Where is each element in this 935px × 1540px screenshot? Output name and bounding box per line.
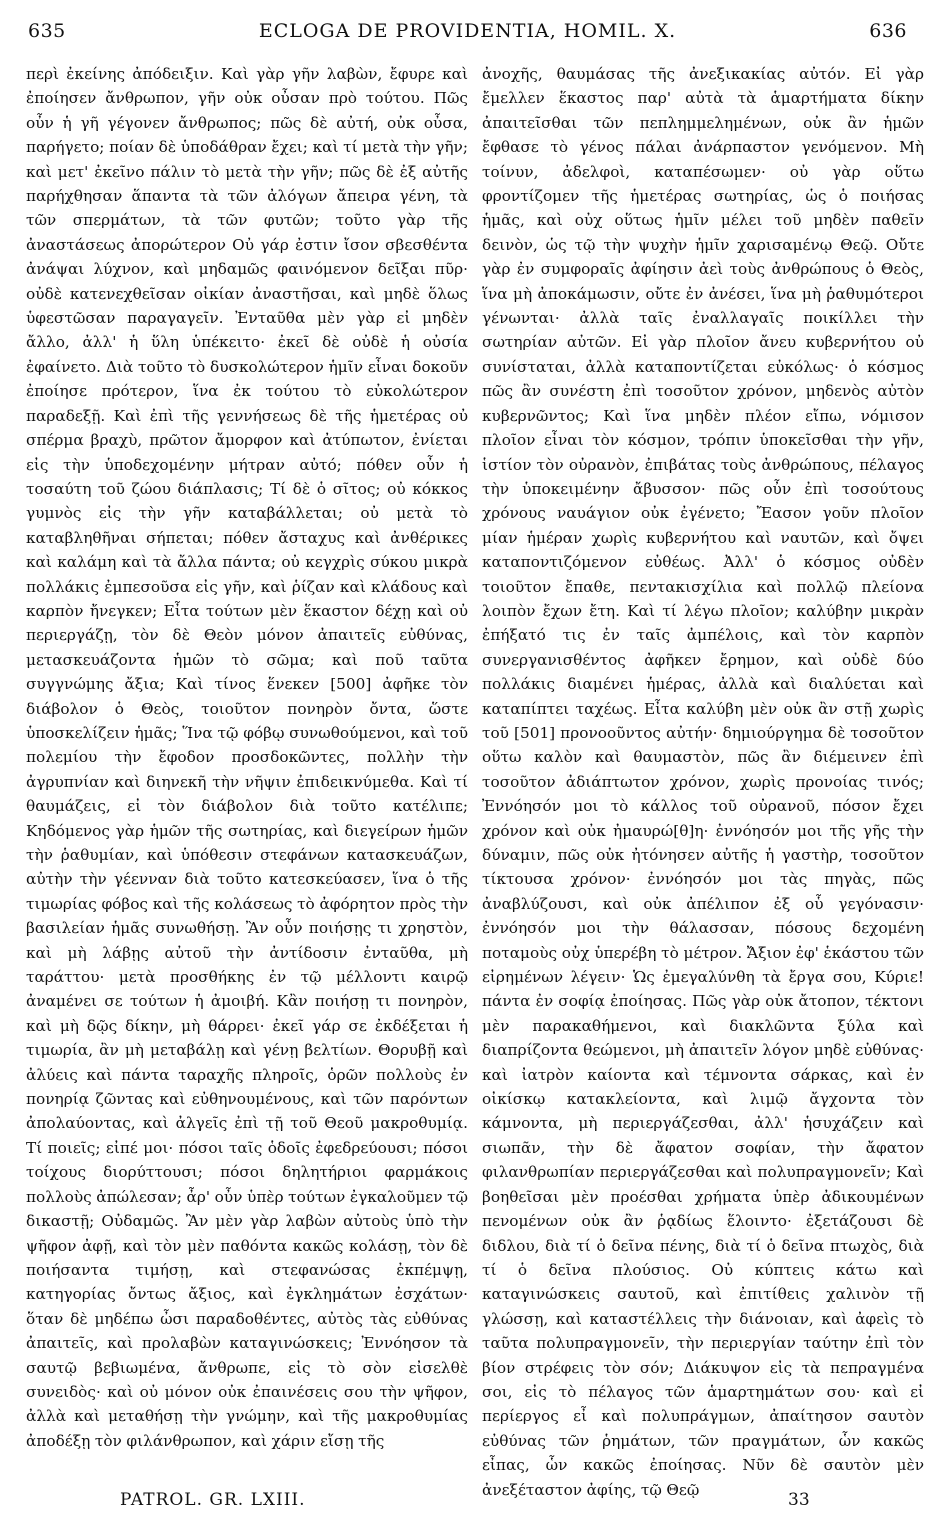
running-title: ECLOGA DE PROVIDENTIA, HOMIL. X. bbox=[258, 20, 677, 42]
text-column-right: ἀνοχῆς, θαυμάσας τῆς ἀνεξικακίας αὐτόν. Εἰ γὰρ ἔμελλεν ἕκαστος παρ' αὐτὰ τὰ ἁμαρτήματα δίκην ἀπαιτεῖσθαι τῶν πεπλημμελημένων, οὐκ ἂν ἡμῶν ἔφθασε τὸ γένος πάλαι ἀνάρπαστον γενόμενον. Μὴ τοίνυν, ἀδελφοὶ, καταπέσωμεν· οὐ γὰρ οὕτω φροντίζομεν τῆς ἡμετέρας σωτηρίας, ὡς ὁ ποιήσας ἡμᾶς, καὶ οὐχ οὕτως ἡμῖν μέλει τοῦ μηδὲν παθεῖν δεινὸν, ὡς τῷ τὴν ψυχὴν ἡμῖν χαρισαμένῳ Θεῷ. Οὔτε γὰρ ἐν συμφοραῖς ἀφίησιν ἀεὶ τοὺς ἀνθρώπους ὁ Θεὸς, ἵνα μὴ ἀποκάμωσιν, οὔτε ἐν ἀνέσει, ἵνα μὴ ῥαθυμότεροι γένωνται· ἀλλὰ ταῖς ἐναλλαγαῖς ποικίλλει τὴν σωτηρίαν αὐτῶν. Εἰ γὰρ πλοῖον ἄνευ κυβερνήτου οὐ συνίσταται, ἀλλὰ καταποντίζεται εὐκόλως· ὁ κόσμος πῶς ἂν συνέστη ἐπὶ τοσοῦτον χρόνον, μηδενὸς αὐτὸν κυβερνῶντος; Καὶ ἵνα μηδὲν πλέον εἴπω, νόμισον πλοῖον εἶναι τὸν κόσμον, τρόπιν ὑποκεῖσθαι τὴν γῆν, ἱστίον τὸν οὐρανὸν, ἐπιβάτας τοὺς ἀνθρώπους, πέλαγος τὴν ὑποκειμένην ἄβυσσον· πῶς οὖν ἐπὶ τοσούτους χρόνους ναυάγιον οὐκ ἐγένετο; Ἔασον γοῦν πλοῖον μίαν ἡμέραν χωρὶς κυβερνήτου καὶ ναυτῶν, καὶ ὄψει καταποντιζόμενον εὐθέως. Ἀλλ' ὁ κόσμος οὐδὲν τοιοῦτον ἔπαθε, πεντακισχίλια καὶ πολλῷ πλείονα λοιπὸν ἔχων ἔτη. Καὶ τί λέγω πλοῖον; καλύβην μικρὰν ἐπήξατό τις ἐν ταῖς ἀμπέλοις, καὶ τὸν καρπὸν συνεργανισθέντος ἀφῆκεν ἔρημον, καὶ οὐδὲ δύο πολλάκις διαμένει ἡμέρας, ἀλλὰ καὶ διαλύεται καὶ καταπίπτει ταχέως. Εἶτα καλύβη μὲν οὐκ ἂν στῇ χωρὶς τοῦ [501] προνοοῦντος αὐτήν· δημιούργημα δὲ τοσοῦτον οὕτω καλὸν καὶ θαυμαστὸν, πῶς ἂν διέμεινεν ἐπὶ τοσοῦτον ἀδιάπτωτον χρόνον, χωρὶς προνοίας τινός; Ἐννόησόν μοι τὸ κάλλος τοῦ οὐρανοῦ, πόσον ἔχει χρόνον καὶ οὐκ ἠμαυρώ[θ]η· ἐννόησόν μοι τῆς γῆς τὴν δύναμιν, πῶς οὐκ ἠτόνησεν αὐτῆς ἡ γαστὴρ, τοσοῦτον τίκτουσα χρόνον· ἐννόησόν μοι τὰς πηγὰς, πῶς ἀναβλύζουσι, καὶ οὐκ ἀπέλιπον ἐξ οὗ γεγόνασιν· ἐννόησόν μοι τὴν θάλασσαν, πόσους δεχομένη ποταμοὺς οὐχ ὑπερέβη τὸ μέτρον. Ἄξιον ἐφ' ἑκάστου τῶν εἰρημένων λέγειν· Ὡς ἐμεγαλύνθη τὰ ἔργα σου, Κύριε! πάντα ἐν σοφίᾳ ἐποίησας. Πῶς γὰρ οὐκ ἄτοπον, τέκτονι μὲν παρακαθήμενοι, καὶ διακλῶντα ξύλα καὶ διαπρίζοντα θεώμενοι, μὴ ἀπαιτεῖν λόγον μηδὲ εὐθύνας· καὶ ἰατρὸν καίοντα καὶ τέμνοντα σάρκας, καὶ ἐν οἰκίσκῳ κατακλείοντα, καὶ λιμῷ ἄγχοντα τὸν κάμνοντα, μὴ περιεργάζεσθαι, ἀλλ' ἡσυχάζειν καὶ σιωπᾶν, τὴν δὲ ἄφατον σοφίαν, τὴν ἄφατον φιλανθρωπίαν περιεργάζεσθαι καὶ πολυπραγμονεῖν; Καὶ βοηθεῖσαι μὲν προέσθαι χρήματα ὑπὲρ ἀδικουμένων πενομένων οὐκ ἂν ῥᾳδίως ἕλοιντο· ἐξετάζουσι δὲ διδλου, διὰ τί ὁ δεῖνα πένης, διὰ τί ὁ δεῖνα πτωχὸς, διὰ τί ὁ δεῖνα πλούσιος. Οὐ κύπτεις κάτω καὶ καταγινώσκεις σαυτοῦ, καὶ ἐπιτίθεις χαλινὸν τῇ γλώσσῃ, καὶ καταστέλλεις τὴν διάνοιαν, καὶ ἀφεὶς τὸ ταῦτα πολυπραγμονεῖν, τὴν περιεργίαν ταύτην ἐπὶ τὸν βίον στρέφεις τὸν σόν; Διάκυψον εἰς τὰ πεπραγμένα σοι, εἰς τὸ πέλαγος τῶν ἁμαρτημάτων σου· καὶ εἰ περίεργος εἶ καὶ πολυπράγμων, ἀπαίτησον σαυτὸν εὐθύνας τῶν ῥημάτων, τῶν πραγμάτων, ὧν κακῶς εἶπας, ὧν κακῶς ἐποίησας. Νῦν δὲ σαυτὸν μὲν ἀνεξέταστον ἀφίης, τῷ Θεῷ bbox=[482, 65, 924, 1499]
signature-mark: PATROL. GR. LXIII. bbox=[120, 1490, 306, 1510]
page-footer bbox=[28, 1490, 907, 1516]
page-number-left: 635 bbox=[28, 20, 66, 42]
text-column-left: περὶ ἐκείνης ἀπόδειξιν. Καὶ γὰρ γῆν λαβὼν, ἔφυρε καὶ ἐποίησεν ἄνθρωπον, γῆν οὐκ οὖσαν πρὸ τούτου. Πῶς οὖν ἡ γῆ γέγονεν ἄνθρωπος; πῶς δὲ αὐτή, οὐκ οὖσα, παρήγετο; ποίαν δὲ ὑποδάθραν ἔχει; καὶ τί μετὰ τὴν γῆν; καὶ μετ' ἐκεῖνο πάλιν τὸ μετὰ τὴν γῆν; πῶς δὲ ἐξ αὐτῆς παρήχθησαν ἅπαντα τὰ τῶν ἀλόγων ἄπειρα γένη, τὰ τῶν σπερμάτων, τὰ τῶν φυτῶν; τοῦτο γὰρ τῆς ἀναστάσεως ἀπορώτερον Οὐ γάρ ἐστιν ἴσον σβεσθέντα ἀνάψαι λύχνον, καὶ μηδαμῶς φαινόμενον δεῖξαι πῦρ· οὐδὲ κατενεχθεῖσαν οἰκίαν ἀναστῆσαι, καὶ μηδὲ ὅλως ὑφεστῶσαν παραγαγεῖν. Ἐνταῦθα μὲν γὰρ εἰ μηδὲν ἄλλο, ἀλλ' ἡ ὕλη ὑπέκειτο· ἐκεῖ δὲ οὐδὲ ἡ οὐσία ἐφαίνετο. Διὰ τοῦτο τὸ δυσκολώτερον ἡμῖν εἶναι δοκοῦν ἐποίησε πρότερον, ἵνα ἐκ τούτου τὸ εὐκολώτερον παραδεξῇ. Καὶ ἐπὶ τῆς γεννήσεως δὲ τῆς ἡμετέρας οὐ σπέρμα βραχὺ, πρῶτον ἄμορφον καὶ ἀτύπωτον, ἐνίεται εἰς τὴν ὑποδεχομένην μήτραν αὐτό; πόθεν οὖν ἡ τοσαύτη τοῦ ζώου διάπλασις; Τί δὲ ὁ σῖτος; οὐ κόκκος γυμνὸς εἰς τὴν γῆν καταβάλλεται; οὐ μετὰ τὸ καταβληθῆναι σήπεται; πόθεν ἄσταχυς καὶ ἀνθέρικες καὶ καλάμη καὶ τὰ ἄλλα πάντα; οὐ κεγχρὶς σύκου μικρὰ πολλάκις ἐμπεσοῦσα εἰς γῆν, καὶ ῥίζαν καὶ κλάδους καὶ καρπὸν ἤνεγκεν; Εἶτα τούτων μὲν ἕκαστον δέχῃ καὶ οὐ περιεργάζῃ, τὸν δὲ Θεὸν μόνον ἀπαιτεῖς εὐθύνας, μετασκευάζοντα ἡμῶν τὸ σῶμα; καὶ ποῦ ταῦτα συγγνώμης ἄξια; Καὶ τίνος ἕνεκεν [500] ἀφῆκε τὸν διάβολον ὁ Θεὸς, τοιοῦτον πονηρὸν ὄντα, ὥστε ὑποσκελίζειν ἡμᾶς; Ἵνα τῷ φόβῳ συνωθούμενοι, καὶ τοῦ πολεμίου τὴν ἔφοδον προσδοκῶντες, πολλὴν τὴν ἀγρυπνίαν καὶ διηνεκῆ τὴν νῆψιν ἐπιδεικνύμεθα. Καὶ τί θαυμάζεις, εἰ τὸν διάβολον διὰ τοῦτο κατέλιπε; Κηδόμενος γὰρ ἡμῶν τῆς σωτηρίας, καὶ διεγείρων ἡμῶν τὴν ῥαθυμίαν, καὶ ὑπόθεσιν στεφάνων κατασκευάζων, αὐτὴν τὴν γέενναν διὰ τοῦτο κατεσκεύασεν, ἵνα ὁ τῆς τιμωρίας φόβος καὶ τῆς κολάσεως τὸ ἀφόρητον πρὸς τὴν βασιλείαν ἡμᾶς συνωθήσῃ. Ἂν οὖν ποιήσῃς τι χρηστὸν, καὶ μὴ λάβῃς αὐτοῦ τὴν ἀντίδοσιν ἐνταῦθα, μὴ ταράττου· μετὰ προσθήκης ἐν τῷ μέλλοντι καιρῷ ἀναμένει σε τούτων ἡ ἀμοιβή. Κἂν ποιήσῃ τι πονηρὸν, καὶ μὴ δῷς δίκην, μὴ θάρρει· ἐκεῖ γάρ σε ἐκδέξεται ἡ τιμωρία, ἂν μὴ μεταβάλῃ καὶ γένῃ βελτίων. Θορυβῇ καὶ ἀλύεις καὶ πάντα ταραχῆς πληροῖς, ὁρῶν πολλοὺς ἐν πονηρίᾳ ζῶντας καὶ εὐθηνουμένους, καὶ τῶν παρόντων ἀπολαύοντας, καὶ ἀλγεῖς ἐπὶ τῇ τοῦ Θεοῦ μακροθυμίᾳ. Τί ποιεῖς; εἰπέ μοι· πόσοι ταῖς ὁδοῖς ἐφεδρεύουσι; πόσοι τοίχους διορύττουσι; πόσοι δηλητήριοι φαρμάκοις πολλοὺς ἀπώλεσαν; ἆρ' οὖν ὑπὲρ τούτων ἐγκαλοῦμεν τῷ δικαστῇ; Οὐδαμῶς. Ἂν μὲν γὰρ λαβὼν αὐτοὺς ὑπὸ τὴν ψῆφον ἀφῇ, καὶ τὸν μὲν παθόντα κακῶς κολάσῃ, τὸν δὲ ποιήσαντα τιμήσῃ, καὶ στεφανώσας ἐκπέμψῃ, κατηγορίας ὄντως ἄξιος, καὶ ἐγκλημάτων ἐσχάτων· ὅταν δὲ μηδέπω ὦσι παραδοθέντες, αὐτὸς τὰς εὐθύνας ἀπαιτεῖς, καὶ προλαβὼν καταγινώσκεις; Ἐννόησον τὰ σαυτῷ βεβιωμένα, ἄνθρωπε, εἰς τὸ σὸν εἰσελθὲ συνειδὸς· καὶ οὐ μόνον οὐκ ἐπαινέσεις σου τὴν ψῆφον, ἀλλὰ καὶ μεταθήσῃ τὴν γνώμην, καὶ τῆς μακροθυμίας ἀποδέξῃ τὸν φιλάνθρωπον, καὶ χάριν εἴσῃ τῆς bbox=[26, 65, 469, 1450]
page-header bbox=[28, 20, 907, 50]
page-number-right: 636 bbox=[869, 20, 907, 42]
signature-number: 33 bbox=[788, 1490, 810, 1510]
